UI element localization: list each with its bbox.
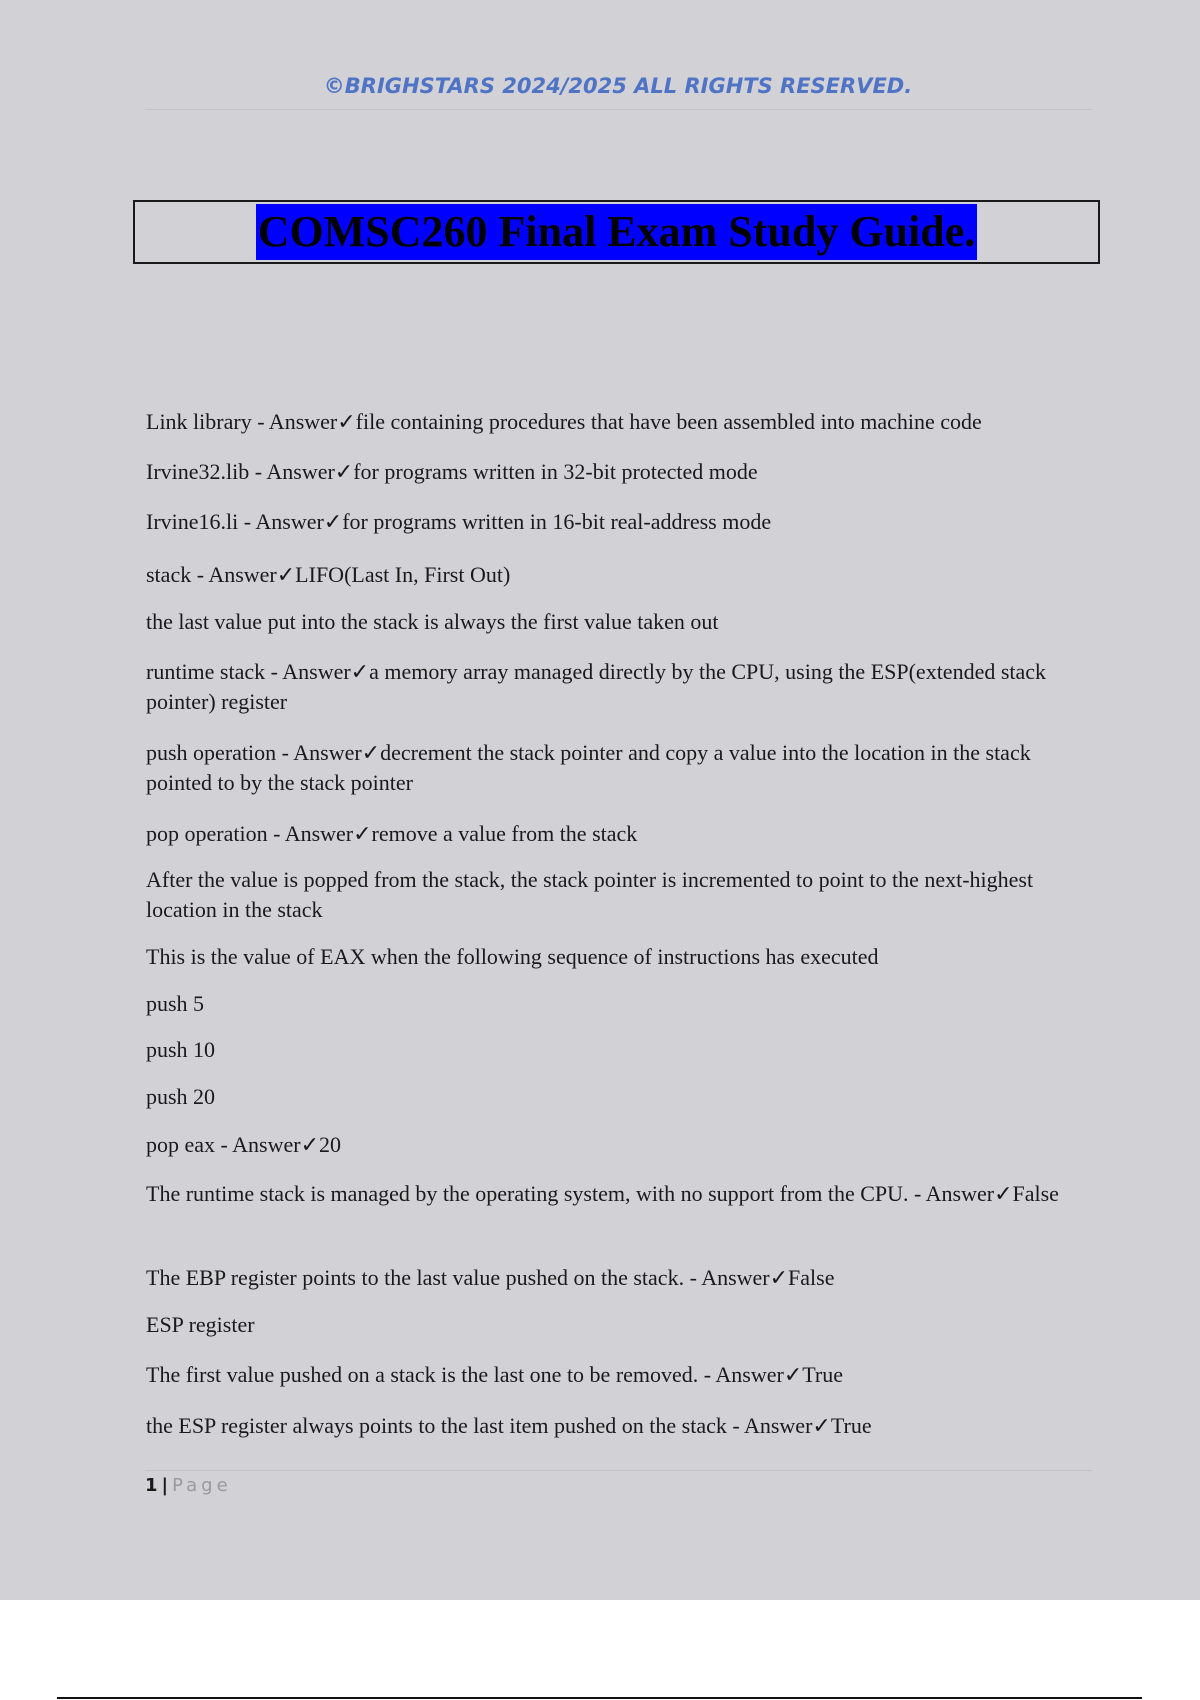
qa-item: Link library - Answer✓file containing procedures that have been assembled into machine code <box>146 409 982 434</box>
qa-item: The first value pushed on a stack is the last one to be removed. - Answer✓True <box>146 1362 844 1387</box>
footer-separator: | <box>161 1475 169 1496</box>
page-label: Page <box>172 1475 232 1496</box>
footer-divider <box>145 1470 1092 1471</box>
qa-item: This is the value of EAX when the following sequence of instructions has executed <box>146 944 879 969</box>
qa-item: push operation - Answer✓decrement the stack pointer and copy a value into the location in the stack pointed to by the stack pointer <box>146 740 1031 795</box>
qa-item: push 5 <box>146 991 205 1016</box>
qa-item: The runtime stack is managed by the operating system, with no support from the CPU. - Answer✓False <box>146 1181 1059 1206</box>
qa-item: the ESP register always points to the last item pushed on the stack - Answer✓True <box>146 1413 872 1438</box>
qa-item: Irvine32.lib - Answer✓for programs written in 32-bit protected mode <box>146 459 758 484</box>
document-title: COMSC260 Final Exam Study Guide. <box>256 204 978 260</box>
title-box <box>133 200 1100 264</box>
qa-item: After the value is popped from the stack, the stack pointer is incremented to point to the next-highest location in the stack <box>146 867 1034 922</box>
qa-item: push 20 <box>146 1084 216 1109</box>
next-page-top-rule <box>57 1697 1142 1699</box>
qa-item: the last value put into the stack is always the first value taken out <box>146 609 719 634</box>
qa-item: stack - Answer✓LIFO(Last In, First Out) <box>146 562 511 587</box>
page-footer <box>145 1474 232 1498</box>
qa-item: ESP register <box>146 1312 255 1337</box>
qa-item: Irvine16.li - Answer✓for programs written in 16-bit real-address mode <box>146 509 772 534</box>
qa-item: pop eax - Answer✓20 <box>146 1132 342 1157</box>
copyright-header: ©BRIGHSTARS 2024/2025 ALL RIGHTS RESERVED. <box>323 74 913 98</box>
page-number: 1 <box>145 1475 158 1496</box>
qa-item: pop operation - Answer✓remove a value from the stack <box>146 821 638 846</box>
qa-item: The EBP register points to the last value pushed on the stack. - Answer✓False <box>146 1265 835 1290</box>
header-divider <box>145 109 1092 110</box>
qa-item: runtime stack - Answer✓a memory array managed directly by the CPU, using the ESP(extended stack pointer) register <box>146 659 1047 714</box>
qa-item: push 10 <box>146 1037 216 1062</box>
